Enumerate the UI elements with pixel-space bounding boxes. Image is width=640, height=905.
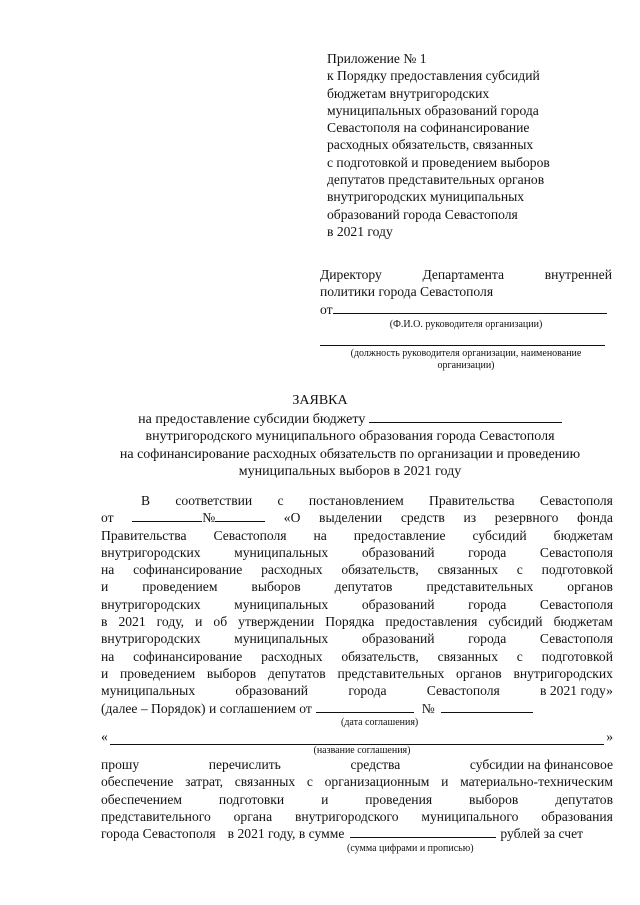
body-word: на [101,562,115,578]
body-word: и [195,614,203,630]
body-line [101,544,613,561]
annex-line: бюджетам внутригородских [327,85,490,101]
body-word: муниципальных [234,544,329,560]
annex-line: внутригородских муниципальных [327,189,525,205]
body-word: города [468,631,507,647]
body-line [101,561,613,578]
body-word: субсидий [472,527,527,543]
body-text [101,492,613,855]
page-title: ЗАЯВКА [292,393,348,408]
body-word: подготовки [218,791,285,807]
body-word: образований [361,544,435,560]
body-word: софинансирование [133,648,243,664]
subtitle-line: внутригородского муниципального образования города Севастополя [145,429,555,445]
body-word: году, [156,614,185,630]
municipality-field[interactable] [369,410,562,423]
body-word: из [463,510,477,526]
body-word: депутатов [555,791,613,807]
body-line [101,825,613,842]
body-word: города [468,544,507,560]
body-word: обеспечением [101,791,182,807]
body-line [101,808,613,825]
body-word: с [516,648,523,664]
head-name-caption: (Ф.И.О. руководителя организации) [389,318,543,330]
body-word: на [313,527,327,543]
body-word: на [101,648,115,664]
body-word: представительного [101,809,211,825]
body-word: и [101,579,109,595]
body-word: выборов [206,665,257,681]
head-name-field[interactable] [333,301,607,314]
body-word: софинансирование [133,562,243,578]
body-line [101,700,613,717]
body-word: предоставление [353,527,446,543]
body-word: связанных [437,562,498,578]
body-word: депутатов [267,665,326,681]
annex-line: образований города Севастополя [327,206,518,222]
body-word: «О [283,510,301,526]
body-word: обязательств, [341,648,419,664]
body-word: в [101,614,108,630]
body-word: муниципального [421,809,519,825]
agreement-name-field[interactable] [110,732,604,745]
subtitle-block [80,410,620,480]
body-word: связанных [234,774,296,790]
body-line [101,756,613,773]
body-word: и [101,665,109,681]
body-line [101,648,613,665]
body-word: на предоставление субсидии бюджету [138,412,366,427]
subtitle-line [80,410,620,428]
annex-line: Приложение № 1 [327,51,427,66]
body-word: Севастополя [539,631,613,647]
body-line [101,613,613,630]
body-word: проведением [142,579,218,595]
body-word: внутригородских [101,631,201,647]
body-word: проведения [365,791,433,807]
body-word: рублей за счет [500,826,584,842]
body-word: расходных [261,562,323,578]
body-word: в 2021 году, в сумме [227,826,345,842]
body-word: обязательств, [341,562,419,578]
body-word: расходных [261,648,323,664]
body-word: соответствии [175,493,253,508]
subtitle-line: на софинансирование расходных обязательств по организации и проведению [119,446,581,462]
body-word: об [213,614,228,630]
agreement-date-caption: (дата соглашения) [341,716,419,728]
body-word: с [277,493,284,508]
body-line [101,791,613,808]
body-word: материально-техническим [460,774,613,790]
body-word: образований [361,596,435,612]
body-word: Севастополя [539,544,613,560]
sum-caption: (сумма цифрами и прописью) [347,842,474,854]
body-word: с [306,774,313,790]
body-word: Севастополя [539,596,613,612]
decree-number-field[interactable] [215,509,265,522]
annex-line: с подготовкой и проведением выборов [327,154,550,170]
body-word: Севастополя [539,493,613,508]
body-word: субсидии на финансовое [469,757,613,773]
body-word: в 2021 году» [540,683,613,699]
body-word: и [321,791,329,807]
body-word: внутригородских [513,665,613,681]
addressee-block [320,266,612,372]
body-word: от [101,510,114,526]
annex-block [327,50,627,240]
body-word: утверждении [238,614,315,630]
body-word: внутренней [544,267,612,282]
body-line [101,773,613,790]
body-word: подготовкой [541,648,613,664]
body-word: обеспечение [101,774,174,790]
position-field[interactable] [320,331,605,346]
position-caption: (должность руководителя организации, наименование организации) [350,347,582,371]
body-word: предоставления [385,614,478,630]
body-word: В [141,493,151,508]
body-word: субсидий [488,614,543,630]
body-word: прошу [101,757,140,773]
body-word: от [320,301,333,317]
body-word: проведением [120,665,196,681]
body-word: муниципальных [234,596,329,612]
body-line [101,682,613,699]
body-word: » [606,728,613,744]
body-word: постановлением [308,493,404,508]
body-word: « [101,728,108,744]
sum-field[interactable] [350,825,496,838]
body-word: перечислить [208,757,281,773]
body-word: депутатов [334,579,393,595]
addressee-line [320,266,612,283]
agreement-number-field[interactable] [441,700,533,713]
body-word: представительных [426,579,534,595]
body-word: образования [541,809,613,825]
body-word: Правительства [101,527,187,543]
body-word: внутригородских [101,544,201,560]
body-word: Департамента [422,267,505,282]
agreement-name-line [101,728,613,745]
body-word: средства [350,757,401,773]
body-word: представительных [337,665,445,681]
body-word: образований [235,683,309,699]
body-line [101,630,613,647]
body-line [101,509,613,526]
body-word: города [468,596,507,612]
from-line [320,301,612,318]
body-word: организационным [324,774,430,790]
body-word: подготовкой [541,562,613,578]
body-word: № [202,510,216,526]
body-line [101,596,613,613]
body-word: резервного [494,510,559,526]
agreement-name-caption: (название соглашения) [313,745,411,757]
body-word: и [441,774,449,790]
body-word: средств [400,510,445,526]
body-word: (далее – Порядок) и соглашением от [101,700,312,716]
annex-line: муниципальных образований города [327,102,539,118]
body-word: с [516,562,523,578]
body-word: органов [456,665,502,681]
body-word: внутригородского [294,809,399,825]
body-word: связанных [437,648,498,664]
annex-line: к Порядку предоставления субсидий [327,68,540,84]
body-word: образований [361,631,435,647]
body-word: Правительства [429,493,515,508]
body-word: органа [233,809,273,825]
subtitle-line: муниципальных выборов в 2021 году [238,463,462,479]
body-word: города Севастополя [101,826,216,842]
body-word: органов [567,579,613,595]
body-line [101,492,613,509]
body-word: Севастополя [213,527,287,543]
agreement-date-field[interactable] [316,700,414,713]
body-line [101,665,613,682]
body-word: внутригородских [101,596,201,612]
annex-line: депутатов представительных органов [327,172,545,188]
body-word: затрат, [185,774,224,790]
body-word: фонда [577,510,613,526]
addressee-line: политики города Севастополя [320,284,494,300]
body-line [101,578,613,595]
body-word: Порядка [325,614,375,630]
body-word: Директору [320,267,382,282]
body-word: выборов [469,791,519,807]
body-word: бюджетам [553,614,613,630]
body-word: выделении [319,510,383,526]
body-word: бюджетам [553,527,613,543]
annex-line: Севастополя на софинансирование [327,120,530,136]
body-word: муниципальных [234,631,329,647]
body-word: муниципальных [101,683,196,699]
body-word: № [421,700,435,716]
body-word: города [348,683,387,699]
annex-line: в 2021 году [327,223,393,239]
body-line [101,527,613,544]
body-word: выборов [251,579,301,595]
decree-date-field[interactable] [132,509,202,522]
body-word: 2021 [118,614,146,630]
annex-line: расходных обязательств, связанных [327,137,534,153]
body-word: Севастополя [426,683,500,699]
